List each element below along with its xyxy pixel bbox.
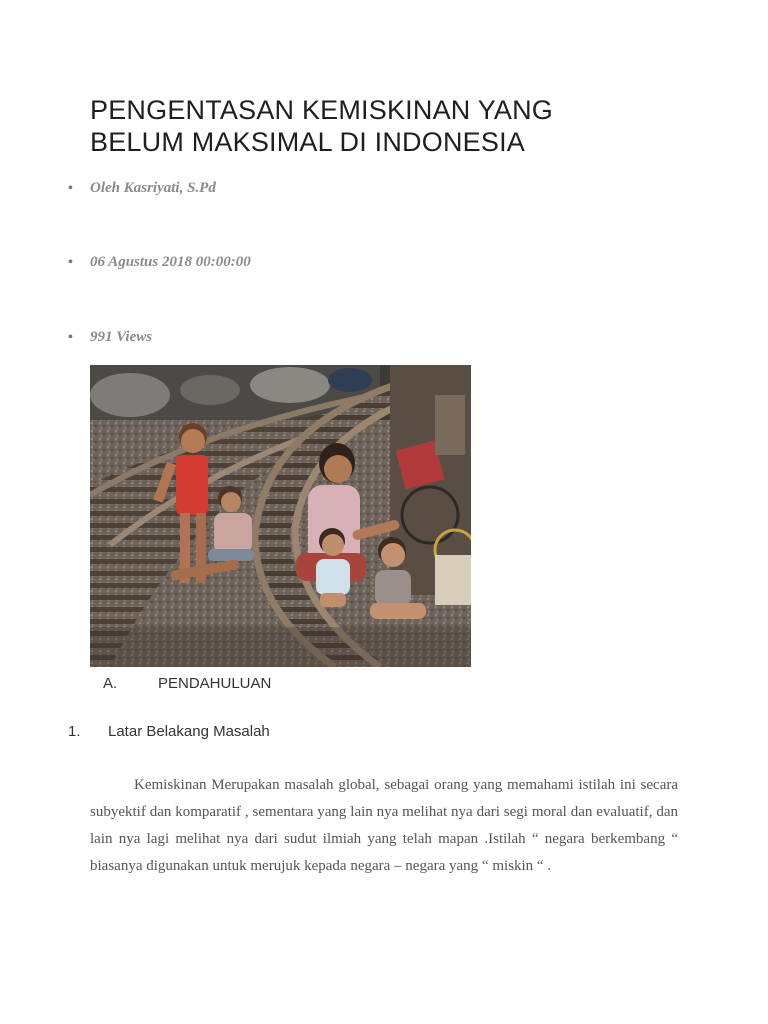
body-paragraph: Kemiskinan Merupakan masalah global, sebagai orang yang memahami istilah ini secara subyektif dan komparatif , sementara yang lain nya melihat nya dari segi moral dan evaluatif, dan lain nya lagi melihat nya dari sudut ilmiah yang telah mapan .Istilah “ negara berkembang “ biasanya digunakan untuk merujuk kepada negara – negara yang “ miskin “ . bbox=[90, 777, 678, 874]
subsection-label: Latar Belakang Masalah bbox=[108, 723, 270, 740]
meta-date bbox=[68, 254, 251, 271]
section-label: PENDAHULUAN bbox=[158, 675, 272, 692]
article-title bbox=[90, 94, 690, 158]
bullet-icon: • bbox=[68, 181, 73, 196]
bullet-icon: • bbox=[68, 330, 73, 345]
article-title-line-1: PENGENTASAN KEMISKINAN YANG bbox=[90, 95, 554, 125]
section-number: A. bbox=[103, 675, 118, 692]
subsection-heading-latar-belakang bbox=[68, 723, 270, 740]
date-text: 06 Agustus 2018 00:00:00 bbox=[90, 254, 251, 270]
bullet-icon: • bbox=[68, 255, 73, 270]
article-photo bbox=[90, 365, 471, 667]
section-heading-pendahuluan bbox=[103, 675, 271, 692]
author-text: Oleh Kasriyati, S.Pd bbox=[90, 180, 216, 196]
views-text: 991 Views bbox=[90, 329, 153, 345]
meta-views bbox=[68, 329, 152, 346]
meta-author bbox=[68, 180, 216, 197]
article-title-line-2: BELUM MAKSIMAL DI INDONESIA bbox=[90, 127, 525, 157]
subsection-number: 1. bbox=[68, 723, 81, 740]
